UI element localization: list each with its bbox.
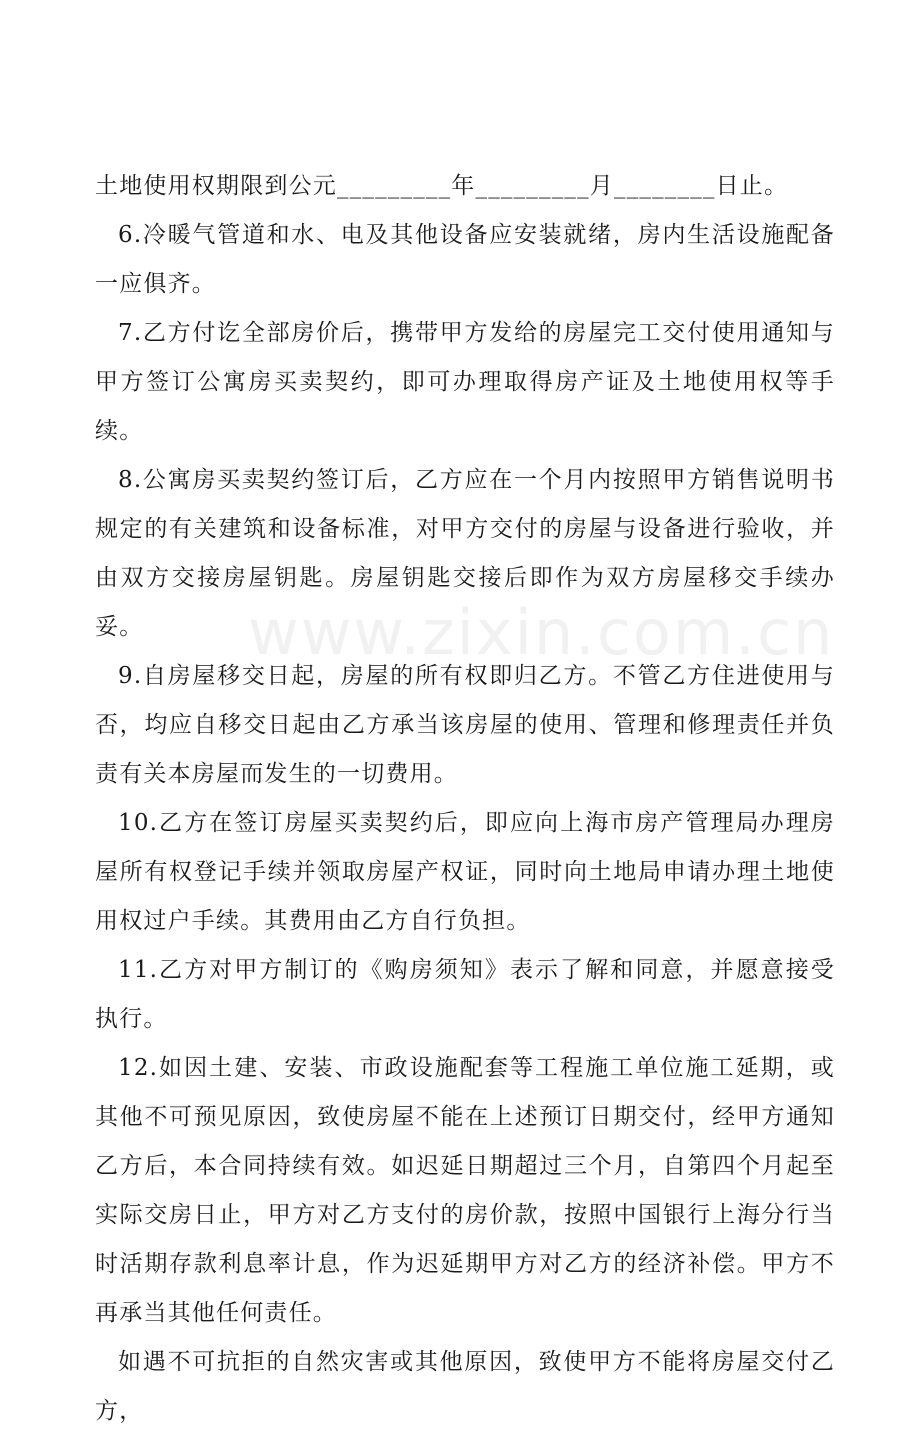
paragraph-item-7: 7.乙方付讫全部房价后，携带甲方发给的房屋完工交付使用通知与甲方签订公寓房买卖契约，即可办理取得房产证及土地使用权等手续。 (95, 320, 835, 444)
paragraph-force-majeure: 如遇不可抗拒的自然灾害或其他原因，致使甲方不能将房屋交付乙方， (95, 1349, 835, 1424)
paragraph-item-10: 10.乙方在签订房屋买卖契约后，即应向上海市房产管理局办理房屋所有权登记手续并领取房屋产权证，同时向土地局申请办理土地使用权过户手续。其费用由乙方自行负担。 (95, 810, 835, 934)
paragraph-item-8: 8.公寓房买卖契约签订后，乙方应在一个月内按照甲方销售说明书规定的有关建筑和设备标准，对甲方交付的房屋与设备进行验收，并由双方交接房屋钥匙。房屋钥匙交接后即作为双方房屋移交手续办妥。 (95, 467, 835, 640)
paragraph-item-6: 6.冷暖气管道和水、电及其他设备应安装就绪，房内生活设施配备一应俱齐。 (95, 222, 835, 297)
document-body (95, 162, 835, 1436)
watermark: www.zixin.com.cn (248, 596, 835, 669)
paragraph-item-11: 11.乙方对甲方制订的《购房须知》表示了解和同意，并愿意接受执行。 (95, 957, 835, 1032)
paragraph-item-12: 12.如因土建、安装、市政设施配套等工程施工单位施工延期，或其他不可预见原因，致使房屋不能在上述预订日期交付，经甲方通知乙方后，本合同持续有效。如迟延日期超过三个月，自第四个月起至实际交房日止，甲方对乙方支付的房价款，按照中国银行上海分行当时活期存款利息率计息，作为迟延期甲方对乙方的经济补偿。甲方不再承当其他任何责任。 (95, 1055, 835, 1326)
paragraph-land-use-term: 土地使用权期限到公元_________年_________月________日止。 (95, 173, 789, 199)
paragraph-item-9: 9.自房屋移交日起，房屋的所有权即归乙方。不管乙方住进使用与否，均应自移交日起由乙方承当该房屋的使用、管理和修理责任并负责有关本房屋而发生的一切费用。 (95, 663, 835, 787)
